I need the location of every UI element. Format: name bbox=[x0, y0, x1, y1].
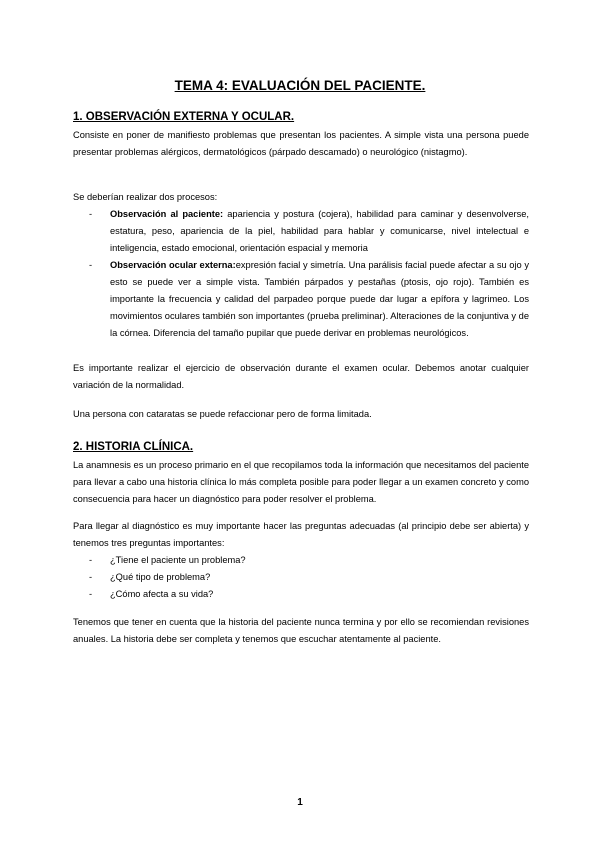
section1-heading: 1. OBSERVACIÓN EXTERNA Y OCULAR. bbox=[73, 111, 295, 123]
questions-list bbox=[89, 552, 529, 603]
list-item bbox=[89, 586, 529, 603]
list-item bbox=[89, 257, 529, 342]
question-text: ¿Tiene el paciente un problema? bbox=[110, 555, 246, 565]
list-item bbox=[89, 569, 529, 586]
page-title: TEMA 4: EVALUACIÓN DEL PACIENTE. bbox=[174, 78, 426, 93]
dash-bullet: - bbox=[89, 589, 93, 599]
section2-closing: Tenemos que tener en cuenta que la historia del paciente nunca termina y por ello se recomiendan revisiones anuales. La historia debe ser completa y tenemos que escuchar atentamente al paciente. bbox=[73, 617, 529, 644]
dash-bullet: - bbox=[89, 209, 93, 219]
page-number: 1 bbox=[297, 797, 303, 808]
section2-heading: 2. HISTORIA CLÍNICA. bbox=[73, 441, 194, 453]
process-text: apariencia y postura (cojera), habilidad para caminar y desenvolverse, estatura, peso, apariencia de la piel, habilidad para hablar y comunicarse, nivel intelectual e inteligencia, estado emocional, orientación espacial y memoria bbox=[110, 209, 529, 253]
process-text: expresión facial y simetría. Una parálisis facial puede afectar a su ojo y esto se puede ver a simple vista. También párpados y pestañas (ptosis, ojo rojo). También es importante la frecuencia y calidad del parpadeo porque puede dar lugar a epífora y lagrimeo. Los movimientos oculares también son importantes (prueba preliminar). Alteraciones de la conjuntiva y de la córnea. Diferencia del tamaño pupilar que puede derivar en problemas neurológicos. bbox=[110, 260, 529, 338]
process-term: Observación ocular externa: bbox=[110, 260, 236, 270]
section1-note1: Es importante realizar el ejercicio de observación durante el examen ocular. Debemos anotar cualquier variación de la normalidad. bbox=[73, 363, 529, 390]
section1-note2: Una persona con cataratas se puede refaccionar pero de forma limitada. bbox=[73, 409, 372, 419]
processes-lead: Se deberían realizar dos procesos: bbox=[73, 192, 218, 202]
list-item bbox=[89, 552, 529, 569]
process-term: Observación al paciente: bbox=[110, 209, 224, 219]
questions-lead: Para llegar al diagnóstico es muy importante hacer las preguntas adecuadas (al principio debe ser abierta) y tenemos tres preguntas importantes: bbox=[73, 521, 529, 548]
dash-bullet: - bbox=[89, 555, 93, 565]
list-item bbox=[89, 206, 529, 257]
section2-intro: La anamnesis es un proceso primario en el que recopilamos toda la información que necesitamos del paciente para llevar a cabo una historia clínica lo más completa posible para poder llegar a un examen concreto y como consecuencia para hacer un diagnóstico para poder resolver el problema. bbox=[73, 460, 529, 504]
question-text: ¿Qué tipo de problema? bbox=[110, 572, 211, 582]
processes-list bbox=[89, 206, 529, 342]
question-text: ¿Cómo afecta a su vida? bbox=[110, 589, 214, 599]
dash-bullet: - bbox=[89, 572, 93, 582]
dash-bullet: - bbox=[89, 260, 93, 270]
section1-intro: Consiste en poner de manifiesto problemas que presentan los pacientes. A simple vista una persona puede presentar problemas alérgicos, dermatológicos (párpado descamado) o neurológico (nistagmo). bbox=[73, 130, 529, 157]
